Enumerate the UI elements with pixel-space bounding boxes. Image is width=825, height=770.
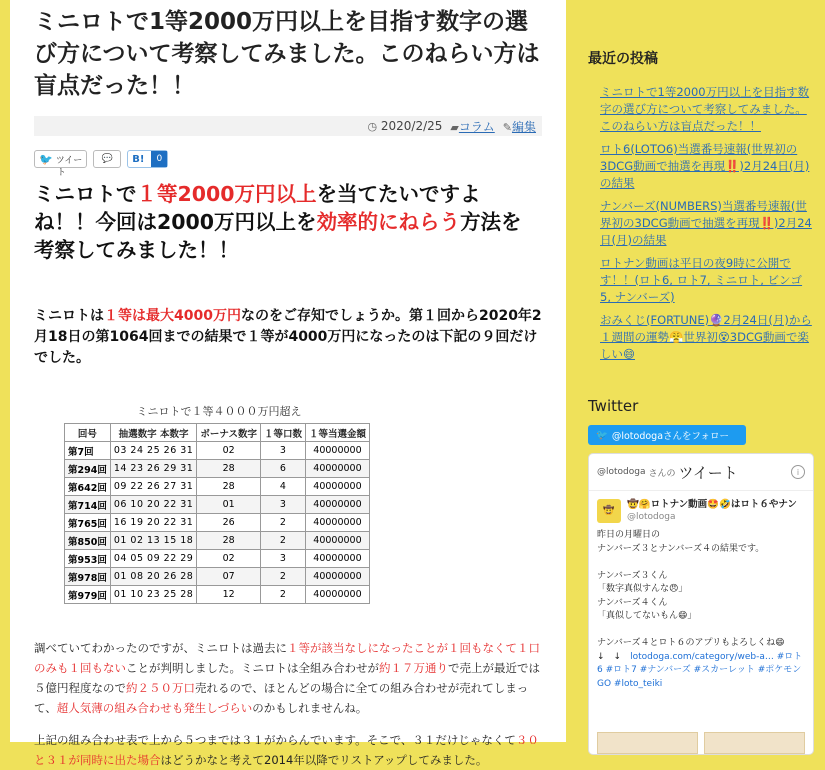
table-cell: 第850回 <box>65 532 111 550</box>
table-row <box>65 586 370 604</box>
post-title: ミニロトで1等2000万円以上を目指す数字の選び方について考察してみました。このねらい方は盲点だった！！ <box>34 9 540 99</box>
table-row <box>65 478 370 496</box>
table-cell: 2 <box>260 532 305 550</box>
comment-icon: 💬 <box>101 154 113 164</box>
table-cell: 09 22 26 27 31 <box>110 478 197 496</box>
table-cell: 2 <box>260 568 305 586</box>
tweet-media-image[interactable] <box>597 732 698 754</box>
analysis-text-3: で売上が最近では５億円程度なので <box>34 661 540 695</box>
table-row <box>65 550 370 568</box>
edit-meta <box>503 118 536 135</box>
hatena-count: 0 <box>151 151 167 167</box>
table-cell: 02 <box>197 550 261 568</box>
table-row <box>65 568 370 586</box>
table-row <box>65 442 370 460</box>
table-cell: 40000000 <box>305 532 369 550</box>
table-cell: 01 <box>197 496 261 514</box>
table-cell: 第953回 <box>65 550 111 568</box>
table-cell: 28 <box>197 460 261 478</box>
recent-post-link[interactable]: ロト6(LOTO6)当選番号速報(世界初の3DCG動画で抽選を再現‼️)2月24日(月)の結果 <box>600 142 810 190</box>
folder-icon: ▰ <box>450 120 459 134</box>
table-cell: 28 <box>197 532 261 550</box>
analysis-highlight-3: 約２５０万口 <box>126 681 195 695</box>
table-header-cell: 回号 <box>65 424 111 442</box>
followup-text-2: はどうかなと考えて2014年以降でリストアップしてみました。 <box>160 753 488 767</box>
table-cell: 03 24 25 26 31 <box>110 442 197 460</box>
table-cell: 第978回 <box>65 568 111 586</box>
table-header-cell: ボーナス数字 <box>197 424 261 442</box>
comment-count-button[interactable] <box>93 150 121 168</box>
clock-icon: ◷ <box>367 120 378 133</box>
recent-post-link[interactable]: おみくじ(FORTUNE)🔮2月24日(月)から１週間の運勢😤世界初😵3DCG動画で楽しい😄 <box>600 313 812 361</box>
hatena-label: B! <box>128 154 148 165</box>
date-meta <box>367 119 442 133</box>
analysis-highlight-4: 超人気薄の組み合わせも発生しづらい <box>56 701 253 715</box>
recent-post-link[interactable]: ミニロトで1等2000万円以上を目指す数字の選び方について考察してみました。このねらい方は盲点だった！！ <box>600 85 810 133</box>
table-cell: 07 <box>197 568 261 586</box>
twitter-follow-button[interactable] <box>588 425 746 445</box>
table-cell: 第714回 <box>65 496 111 514</box>
timeline-handle[interactable]: @lotodoga <box>597 467 646 477</box>
table-cell: 01 08 20 26 28 <box>110 568 197 586</box>
tweet-share-label-tail: ト <box>57 168 67 178</box>
analysis-text-2: ことが判明しました。ミニロトは全組み合わせが <box>126 661 379 675</box>
lead-text-3: 方法を考察してみました！！ <box>34 210 522 262</box>
table-cell: 01 10 23 25 28 <box>110 586 197 604</box>
followup-text-1: 上記の組み合わせ表で上から５つまでは３１がからんでいます。そこで、３１だけじゃなくて <box>34 733 516 747</box>
share-buttons <box>34 150 542 168</box>
table-body <box>65 442 370 604</box>
table-cell: 2 <box>260 514 305 532</box>
tweet-media-image[interactable] <box>704 732 805 754</box>
lead-text-1: ミニロトで <box>34 182 137 206</box>
lead-highlight-2: 効率的にねらう <box>316 210 461 234</box>
table-cell: 第294回 <box>65 460 111 478</box>
analysis-paragraph <box>34 638 542 718</box>
table-cell: 3 <box>260 442 305 460</box>
analysis-text-4: 売れるので、ほとんどの場合に全ての組み合わせが売れてしまって、 <box>34 681 529 715</box>
table-cell: 26 <box>197 514 261 532</box>
intro-highlight: １等は最大4000万円 <box>104 308 241 324</box>
table-cell: 40000000 <box>305 514 369 532</box>
tweet-share-button[interactable] <box>34 150 87 168</box>
tweet-body: 昨日の月曜日の ナンバーズ３とナンバーズ４の結果です。 ナンバーズ３くん 「数字真似すんな😠」 ナンバーズ４くん 「真似してないもん😄」 ナンバーズ４とロト６のアプリもよろしくね😄 ↓ ↓ <box>597 530 785 662</box>
table-cell: 4 <box>260 478 305 496</box>
twitter-bird-icon: 🐦 <box>39 152 53 166</box>
post-date: 2020/2/25 <box>380 119 443 133</box>
tweet-share-label: ツイー <box>55 155 83 166</box>
analysis-text-5: のかもしれませんね。 <box>252 701 368 715</box>
tweet-media[interactable] <box>597 732 805 754</box>
results-table <box>64 423 370 604</box>
intro-paragraph <box>34 306 542 369</box>
table-cell: 02 <box>197 442 261 460</box>
table-cell: 40000000 <box>305 478 369 496</box>
table-row <box>65 496 370 514</box>
table-caption: ミニロトで１等４０００万円超え <box>136 405 302 418</box>
edit-link[interactable]: 編集 <box>511 119 536 134</box>
table-row <box>65 460 370 478</box>
twitter-heading: Twitter <box>588 397 639 415</box>
main-content <box>10 0 566 767</box>
tweet-author-name[interactable]: 🤠🤗ロトナン動画🤩🤣はロト６やナン <box>627 499 797 510</box>
table-cell: 16 19 20 22 31 <box>110 514 197 532</box>
table-cell: 12 <box>197 586 261 604</box>
table-cell: 第7回 <box>65 442 111 460</box>
edit-icon: ✎ <box>502 120 512 134</box>
table-cell: 40000000 <box>305 550 369 568</box>
tweet-link[interactable]: lotodoga.com/category/web-a… #ロト6 #ロト7 #ナンバーズ #スカーレット #ポケモンGO #loto_teiki <box>597 651 803 689</box>
table-row <box>65 532 370 550</box>
table-cell: 2 <box>260 586 305 604</box>
table-cell: 40000000 <box>305 586 369 604</box>
analysis-highlight-1: １等が該当なしになったことが１回もなくて１口のみも１回もない <box>34 641 540 675</box>
table-cell: 40000000 <box>305 460 369 478</box>
lead-highlight-1: １等2000万円以上 <box>136 182 317 206</box>
table-cell: 01 02 13 15 18 <box>110 532 197 550</box>
analysis-highlight-2: 約１７万通り <box>379 661 448 675</box>
tweet-author[interactable] <box>589 491 813 523</box>
post-meta <box>34 116 542 136</box>
table-cell: 6 <box>260 460 305 478</box>
followup-paragraph <box>34 730 542 770</box>
timeline-header <box>589 454 813 482</box>
recent-posts-heading: 最近の投稿 <box>588 51 658 67</box>
table-header-cell: １等当選金額 <box>305 424 369 442</box>
intro-text-2: なのをご存知でしょうか。第１回から2020年2月18日の第1064回までの結果で１等が4000万円になったのは下記の９回だけでした。 <box>34 308 542 366</box>
table-cell: 第765回 <box>65 514 111 532</box>
recent-post-link[interactable]: ナンバーズ(NUMBERS)当選番号速報(世界初の3DCG動画で抽選を再現‼️)2月24日(月)の結果 <box>600 199 812 247</box>
sidebar <box>588 0 813 755</box>
lead-heading <box>34 180 542 264</box>
avatar[interactable]: 🤠 <box>597 499 621 523</box>
table-cell: 04 05 09 22 29 <box>110 550 197 568</box>
table-cell: 06 10 20 22 31 <box>110 496 197 514</box>
twitter-timeline-widget[interactable] <box>588 453 814 755</box>
tweet-author-handle[interactable]: @lotodoga <box>627 512 676 522</box>
table-cell: 第642回 <box>65 478 111 496</box>
intro-text-1: ミニロトは <box>34 308 104 324</box>
analysis-text-1: 調べていてわかったのですが、ミニロトは過去に <box>34 641 287 655</box>
tweet-text <box>589 523 813 691</box>
table-cell: 3 <box>260 496 305 514</box>
hatena-bookmark-button[interactable] <box>127 150 168 168</box>
results-table-image <box>64 403 374 604</box>
recent-post-link[interactable]: ロトナン動画は平日の夜9時に公開です！！(ロト6, ロト7, ミニロト, ビンゴ5, ナンバーズ) <box>600 256 803 304</box>
follow-label: @lotodogaさんをフォロー <box>611 431 730 442</box>
table-header-cell: １等口数 <box>260 424 305 442</box>
category-meta <box>450 118 494 135</box>
table-cell: 40000000 <box>305 442 369 460</box>
table-cell: 第979回 <box>65 586 111 604</box>
recent-posts-list <box>588 84 813 363</box>
table-header-row <box>65 424 370 442</box>
timeline-san: さんの <box>648 468 676 479</box>
table-cell: 40000000 <box>305 568 369 586</box>
info-icon[interactable]: i <box>791 465 805 479</box>
lead-text-2: を当てたいですよね！！今回は2000万円以上を <box>34 182 481 234</box>
table-cell: 3 <box>260 550 305 568</box>
category-link[interactable]: コラム <box>458 119 495 134</box>
table-header-cell: 抽選数字 本数字 <box>110 424 197 442</box>
table-cell: 40000000 <box>305 496 369 514</box>
followup-highlight: ３０と３１が同時に出た場合 <box>34 733 539 767</box>
timeline-title: ツイート <box>678 463 738 482</box>
table-cell: 28 <box>197 478 261 496</box>
table-row <box>65 514 370 532</box>
table-cell: 14 23 26 29 31 <box>110 460 197 478</box>
twitter-bird-icon: 🐦 <box>596 429 608 441</box>
